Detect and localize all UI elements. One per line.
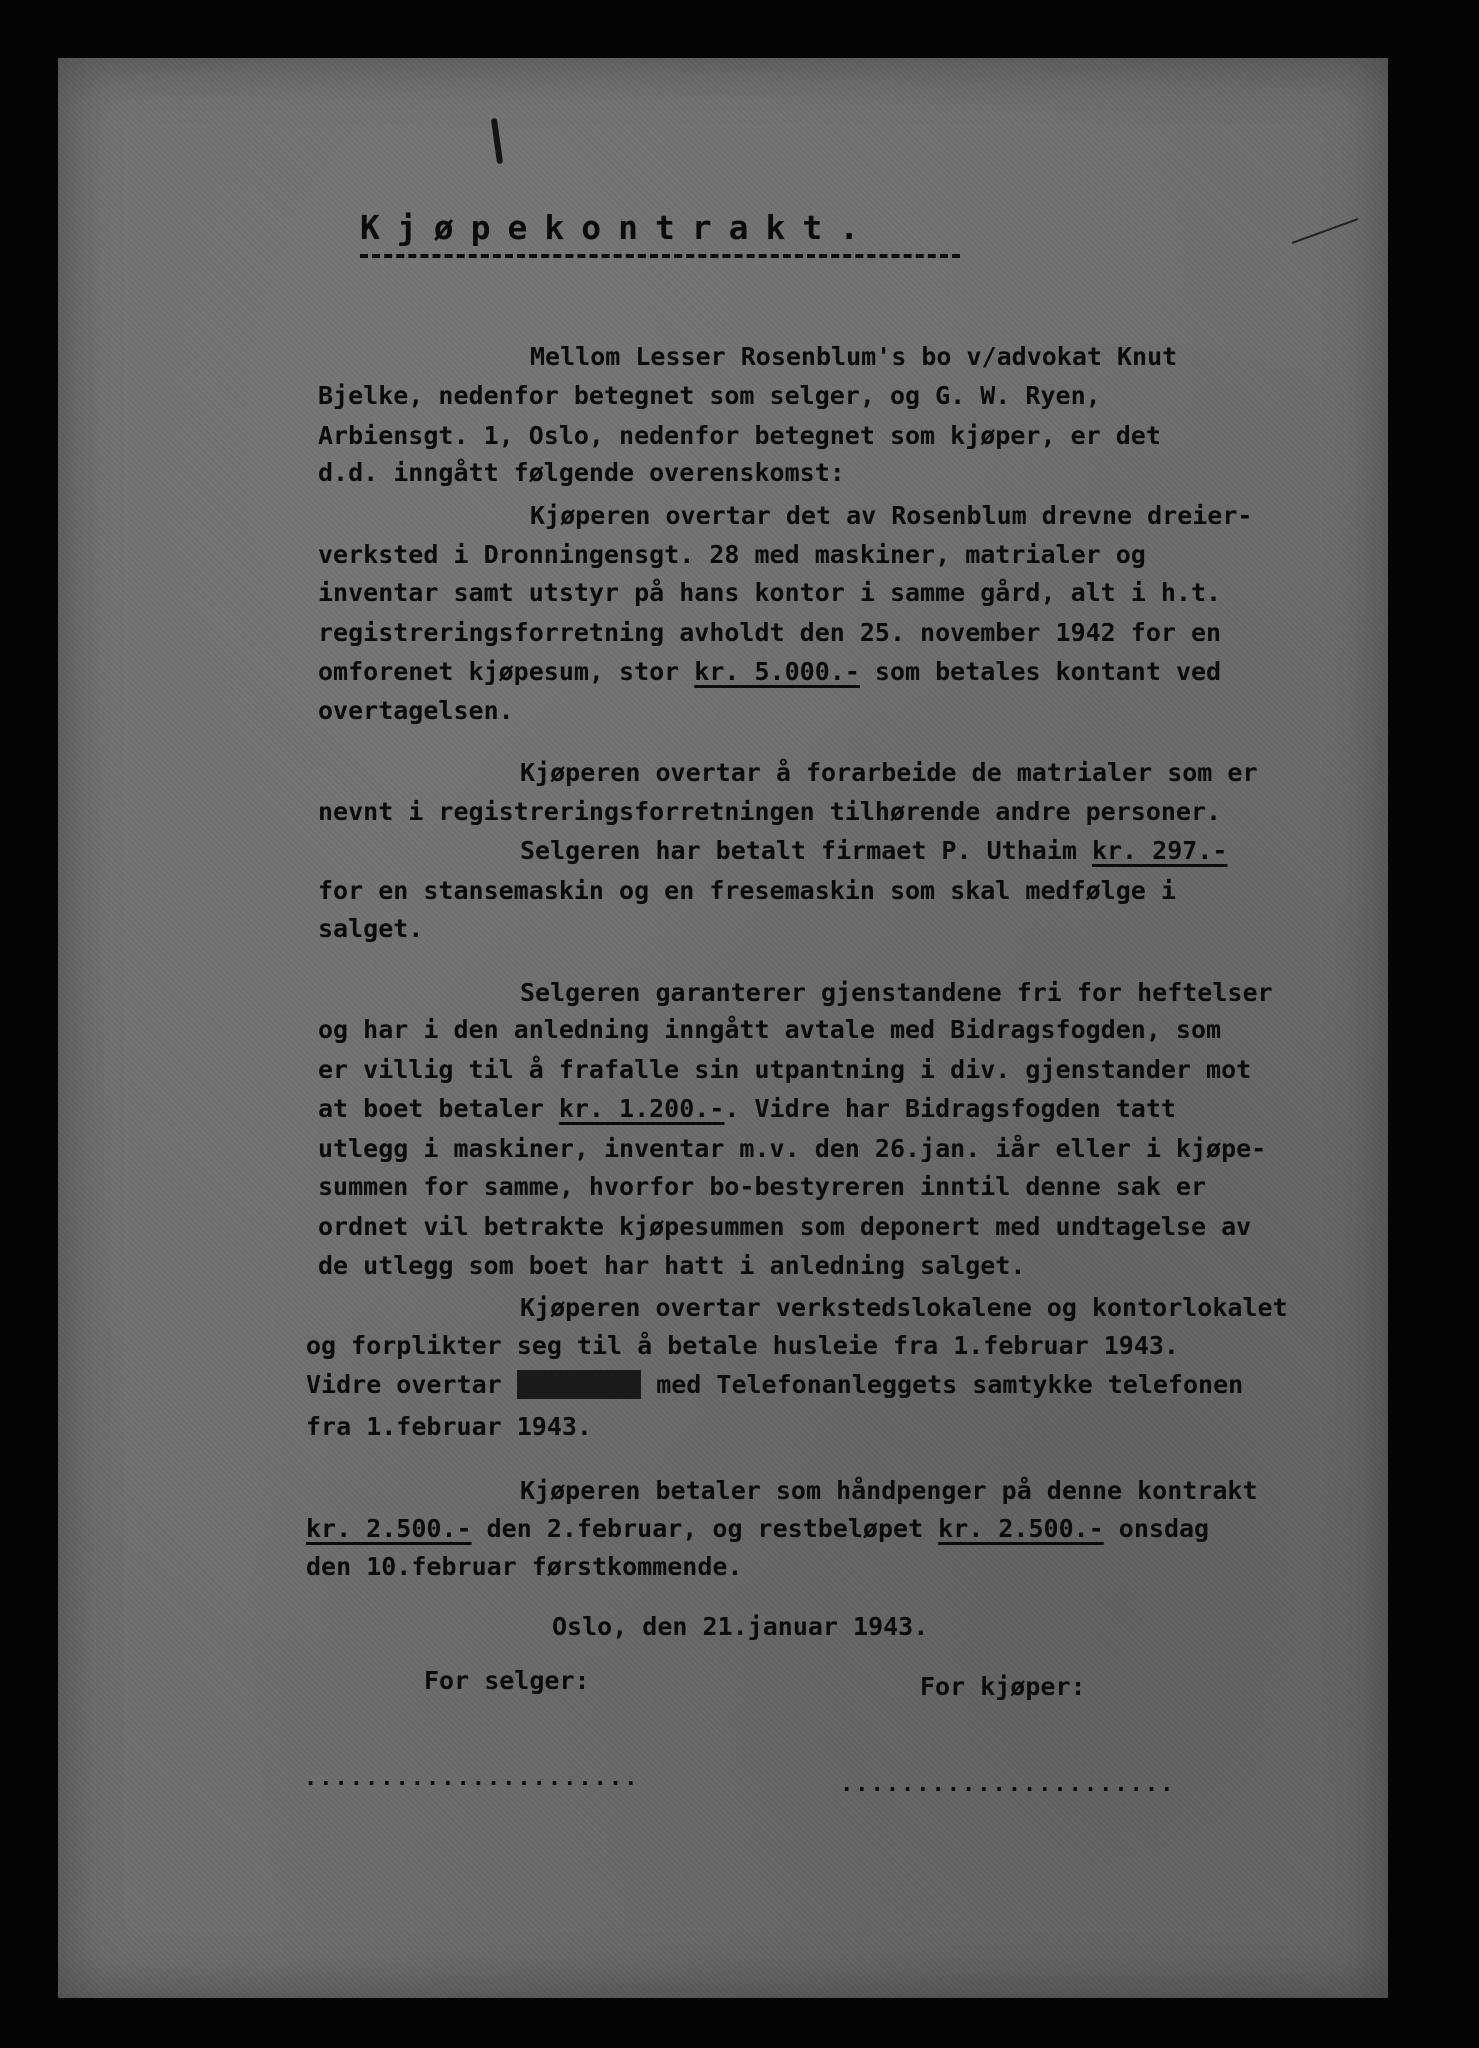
contract-line	[318, 914, 423, 943]
contract-line	[318, 381, 1101, 410]
line-text: overtagelsen.	[318, 696, 514, 725]
title-underline	[360, 254, 960, 258]
contract-line	[306, 1412, 592, 1441]
amount-underlined: kr. 1.200.-	[558, 1094, 725, 1123]
amount-underlined: kr. 5.000.-	[694, 657, 860, 686]
line-text: utlegg i maskiner, inventar m.v. den 26.jan. iår eller i kjøpe-	[318, 1134, 1267, 1163]
line-text: fra 1.februar 1943.	[306, 1412, 592, 1441]
contract-line	[318, 421, 1161, 450]
line-text: at boet betaler	[318, 1094, 559, 1123]
contract-line	[318, 797, 1221, 826]
contract-line	[318, 1212, 1251, 1241]
line-text: onsdag	[1103, 1514, 1210, 1543]
line-text: den 10.februar førstkommende.	[306, 1552, 743, 1581]
buyer-signature-line: ......................	[840, 1772, 1176, 1797]
line-text: som betales kontant ved	[859, 657, 1222, 686]
line-text: den 2.februar, og restbeløpet	[471, 1514, 939, 1543]
contract-line	[318, 876, 1176, 905]
seller-signature-line: ......................	[304, 1766, 640, 1791]
contract-line	[318, 578, 1221, 607]
contract-line	[520, 758, 1258, 787]
contract-line	[318, 458, 845, 487]
contract-line	[318, 1172, 1206, 1201]
line-text: Bjelke, nedenfor betegnet som selger, og G. W. Ryen,	[318, 381, 1101, 410]
contract-line	[306, 1331, 1179, 1360]
line-text: . Vidre har Bidragsfogden tatt	[724, 1094, 1176, 1123]
contract-line	[306, 1514, 1209, 1543]
line-text: er villig til å frafalle sin utpantning i div. gjenstander mot	[318, 1055, 1252, 1084]
line-text: verksted i Dronningensgt. 28 med maskiner, matrialer og	[318, 540, 1146, 569]
line-text: registreringsforretning avholdt den 25. november 1942 for en	[318, 618, 1222, 647]
line-text: omforenet kjøpesum, stor	[318, 657, 695, 686]
contract-line	[520, 1476, 1258, 1505]
contract-line	[318, 657, 1221, 686]
contract-line	[520, 1293, 1288, 1322]
line-text: for en stansemaskin og en fresemaskin som skal medfølge i	[318, 876, 1176, 905]
line-text: med Telefonanleggets samtykke telefonen	[641, 1370, 1244, 1399]
line-text: d.d. inngått følgende overenskomst:	[318, 458, 845, 487]
buyer-signature-label: For kjøper:	[920, 1672, 1086, 1701]
contract-line	[318, 1094, 1176, 1123]
line-text: salget.	[318, 914, 424, 943]
contract-line	[520, 978, 1273, 1007]
contract-line	[530, 501, 1252, 530]
line-text: de utlegg som boet har hatt i anledning salget.	[318, 1251, 1026, 1280]
line-text: Selgeren garanterer gjenstandene fri for heftelser	[520, 978, 1273, 1007]
line-text: Kjøperen overtar det av Rosenblum drevne dreier-	[530, 501, 1253, 530]
contract-line	[318, 540, 1146, 569]
contract-line	[318, 696, 514, 725]
contract-line	[552, 1612, 928, 1641]
line-text: Kjøperen overtar verkstedslokalene og kontorlokalet	[520, 1293, 1288, 1322]
line-text: og forplikter seg til å betale husleie fra 1.februar 1943.	[306, 1331, 1179, 1360]
contract-line	[520, 836, 1227, 865]
amount-underlined: kr. 297.-	[1091, 836, 1228, 865]
line-text: summen for samme, hvorfor bo-bestyreren inntil denne sak er	[318, 1172, 1207, 1201]
line-text: ordnet vil betrakte kjøpesummen som deponert med undtagelse av	[318, 1212, 1252, 1241]
line-text: Kjøperen overtar å forarbeide de matrialer som er	[520, 758, 1258, 787]
contract-line	[318, 1055, 1251, 1084]
line-text: og har i den anledning inngått avtale med Bidragsfogden, som	[318, 1015, 1222, 1044]
line-text: inventar samt utstyr på hans kontor i samme gård, alt i h.t.	[318, 578, 1222, 607]
line-text: Kjøperen betaler som håndpenger på denne kontrakt	[520, 1476, 1258, 1505]
contract-line	[306, 1370, 1243, 1399]
contract-line	[318, 1134, 1266, 1163]
contract-line	[530, 342, 1177, 371]
amount-underlined: kr. 2.500.-	[938, 1514, 1104, 1543]
line-text: nevnt i registreringsforretningen tilhørende andre personer.	[318, 797, 1222, 826]
line-text: Arbiensgt. 1, Oslo, nedenfor betegnet som kjøper, er det	[318, 421, 1161, 450]
document-title: Kjøpekontrakt.	[360, 208, 877, 247]
contract-line	[318, 1251, 1025, 1280]
contract-line	[318, 1015, 1221, 1044]
line-text: Oslo, den 21.januar 1943.	[552, 1612, 929, 1641]
contract-line	[318, 618, 1221, 647]
amount-underlined: kr. 2.500.-	[306, 1514, 472, 1543]
seller-signature-label: For selger:	[424, 1666, 590, 1695]
line-text: Vidre overtar	[306, 1370, 517, 1399]
contract-line	[306, 1552, 743, 1581]
struck-out-word: Kjøperen	[518, 1370, 640, 1399]
line-text: Selgeren har betalt firmaet P. Uthaim	[520, 836, 1092, 865]
line-text: Mellom Lesser Rosenblum's bo v/advokat Knut	[530, 342, 1178, 371]
